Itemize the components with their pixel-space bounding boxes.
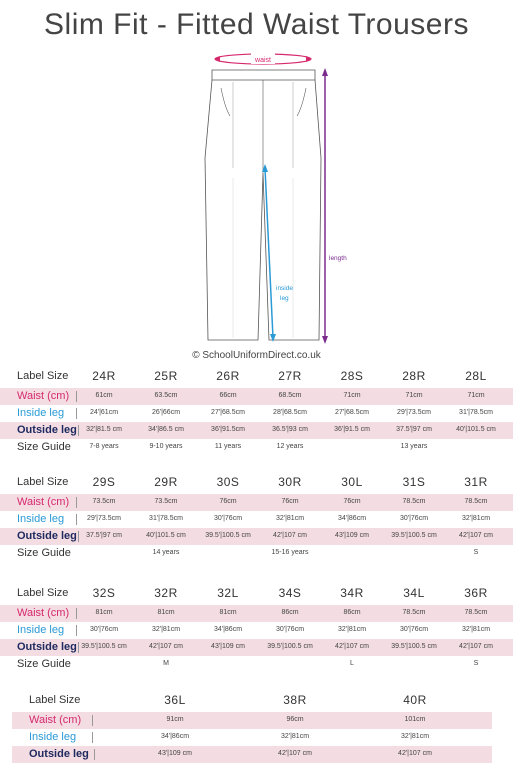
row-label: Label Size: [17, 370, 69, 382]
measurement-cell: 27'|68.5cm: [335, 409, 369, 416]
measurement-cell: 39.5'|100.5 cm: [267, 643, 313, 650]
row-label: Outside leg: [29, 748, 89, 760]
row-label: Outside leg: [17, 530, 77, 542]
size-label-cell: 30S: [216, 475, 240, 489]
size-guide-cell: 9-10 years: [149, 443, 183, 450]
row-waist: [0, 388, 513, 405]
row-label: Outside leg: [17, 641, 77, 653]
inside-leg-diagram-label: inside: [276, 285, 293, 292]
size-label-cell: 29R: [154, 475, 178, 489]
size-label-cell: 27R: [278, 369, 302, 383]
measurement-cell: 34'|86cm: [337, 515, 367, 522]
measurement-cell: 61cm: [95, 392, 113, 399]
measurement-cell: 43'|109 cm: [158, 750, 192, 757]
measurement-cell: 39.5'|100.5 cm: [391, 643, 437, 650]
size-guide-cell: 13 years: [400, 443, 428, 450]
measurement-cell: 43'|109 cm: [335, 532, 369, 539]
size-label-cell: 31S: [402, 475, 426, 489]
row-separator: [92, 732, 93, 743]
size-label-cell: 40R: [403, 693, 427, 707]
measurement-cell: 40'|101.5 cm: [456, 426, 496, 433]
size-label-cell: 29S: [92, 475, 116, 489]
row-separator: [94, 749, 95, 760]
size-label-cell: 32L: [217, 586, 239, 600]
size-label-cell: 34R: [340, 586, 364, 600]
size-label-cell: 30R: [278, 475, 302, 489]
row-waist: [0, 605, 513, 622]
measurement-cell: 81cm: [95, 609, 113, 616]
measurement-cell: 78.5cm: [464, 498, 488, 505]
size-guide-cell: 11 years: [214, 443, 242, 450]
row-inside-leg: [12, 729, 492, 746]
measurement-cell: 37.5'|97 cm: [396, 426, 432, 433]
size-guide-cell: 14 years: [152, 549, 180, 556]
measurement-cell: 39.5'|100.5 cm: [205, 532, 251, 539]
size-label-cell: 34L: [403, 586, 425, 600]
size-label-cell: 32S: [92, 586, 116, 600]
row-waist: [0, 494, 513, 511]
measurement-cell: 39.5'|100.5 cm: [391, 532, 437, 539]
size-guide-cell: 12 years: [276, 443, 304, 450]
waist-label: waist: [255, 57, 271, 64]
size-guide-cell: M: [163, 660, 169, 667]
measurement-cell: 76cm: [219, 498, 237, 505]
measurement-cell: 32'|81cm: [280, 733, 310, 740]
row-outside-leg: [0, 528, 513, 545]
row-sizes: [0, 474, 513, 494]
size-label-cell: 28R: [402, 369, 426, 383]
measurement-cell: 78.5cm: [402, 609, 426, 616]
row-label: Waist (cm): [17, 496, 70, 508]
size-label-cell: 30L: [341, 475, 363, 489]
measurement-cell: 32'|81cm: [337, 626, 367, 633]
page-title: Slim Fit - Fitted Waist Trousers: [44, 8, 469, 41]
size-label-cell: 31R: [464, 475, 488, 489]
measurement-cell: 81cm: [219, 609, 237, 616]
row-label: Label Size: [17, 587, 69, 599]
measurement-cell: 30'|76cm: [275, 626, 305, 633]
size-table-4: [0, 692, 513, 763]
size-table-2: [0, 474, 513, 562]
size-guide-cell: 15-16 years: [271, 549, 309, 556]
measurement-cell: 30'|76cm: [399, 515, 429, 522]
measurement-cell: 32'|81.5 cm: [86, 426, 122, 433]
measurement-cell: 66cm: [219, 392, 237, 399]
measurement-cell: 29'|73.5cm: [397, 409, 431, 416]
row-inside-leg: [0, 405, 513, 422]
row-size-guide: [0, 656, 513, 673]
row-label: Inside leg: [17, 624, 65, 636]
row-outside-leg: [12, 746, 492, 763]
measurement-cell: 42'|107 cm: [278, 750, 312, 757]
size-label-cell: 25R: [154, 369, 178, 383]
measurement-cell: 32'|81cm: [461, 626, 491, 633]
row-sizes: [12, 692, 492, 712]
size-table-1: [0, 368, 513, 456]
measurement-cell: 42'|107 cm: [149, 643, 183, 650]
measurement-cell: 27'|68.5cm: [211, 409, 245, 416]
measurement-cell: 30'|76cm: [89, 626, 119, 633]
measurement-cell: 32'|81cm: [151, 626, 181, 633]
size-guide-cell: L: [350, 660, 354, 667]
length-label: length: [329, 255, 347, 262]
measurement-cell: 71cm: [405, 392, 423, 399]
row-label: Label Size: [29, 694, 81, 706]
size-guide-cell: S: [473, 549, 479, 556]
measurement-cell: 34'|86cm: [160, 733, 190, 740]
measurement-cell: 91cm: [166, 716, 184, 723]
row-label: Outside leg: [17, 424, 77, 436]
measurement-cell: 34'|86.5 cm: [148, 426, 184, 433]
measurement-cell: 76cm: [281, 498, 299, 505]
measurement-cell: 73.5cm: [92, 498, 116, 505]
measurement-cell: 71cm: [343, 392, 361, 399]
row-label: Size Guide: [17, 441, 71, 453]
measurement-cell: 42'|107 cm: [335, 643, 369, 650]
measurement-cell: 101cm: [404, 716, 426, 723]
size-label-cell: 36R: [464, 586, 488, 600]
measurement-cell: 86cm: [281, 609, 299, 616]
row-label: Inside leg: [17, 407, 65, 419]
row-outside-leg: [0, 422, 513, 439]
row-sizes: [0, 585, 513, 605]
measurement-cell: 29'|73.5cm: [87, 515, 121, 522]
measurement-cell: 36'|91.5cm: [211, 426, 245, 433]
inside-leg-diagram-label-2: leg: [280, 295, 289, 302]
measurement-cell: 81cm: [157, 609, 175, 616]
row-separator: [92, 715, 93, 726]
trouser-diagram: [185, 48, 365, 348]
measurement-cell: 42'|107 cm: [398, 750, 432, 757]
measurement-cell: 26'|66cm: [151, 409, 181, 416]
measurement-cell: 37.5'|97 cm: [86, 532, 122, 539]
measurement-cell: 42'|107 cm: [273, 532, 307, 539]
size-label-cell: 36L: [164, 693, 186, 707]
measurement-cell: 42'|107 cm: [459, 643, 493, 650]
row-label: Waist (cm): [17, 607, 70, 619]
measurement-cell: 32'|81cm: [275, 515, 305, 522]
row-outside-leg: [0, 639, 513, 656]
row-inside-leg: [0, 622, 513, 639]
measurement-cell: 73.5cm: [154, 498, 178, 505]
size-guide-cell: S: [473, 660, 479, 667]
measurement-cell: 39.5'|100.5 cm: [81, 643, 127, 650]
row-label: Inside leg: [29, 731, 77, 743]
row-inside-leg: [0, 511, 513, 528]
measurement-cell: 30'|76cm: [213, 515, 243, 522]
row-waist: [12, 712, 492, 729]
measurement-cell: 28'|68.5cm: [273, 409, 307, 416]
copyright-text: © SchoolUniformDirect.co.uk: [192, 350, 321, 361]
row-label: Size Guide: [17, 658, 71, 670]
measurement-cell: 76cm: [343, 498, 361, 505]
size-label-cell: 32R: [154, 586, 178, 600]
size-label-cell: 28L: [465, 369, 487, 383]
measurement-cell: 63.5cm: [154, 392, 178, 399]
row-label: Label Size: [17, 476, 69, 488]
measurement-cell: 24'|61cm: [89, 409, 119, 416]
measurement-cell: 36.5'|93 cm: [272, 426, 308, 433]
measurement-cell: 68.5cm: [278, 392, 302, 399]
row-label: Inside leg: [17, 513, 65, 525]
size-label-cell: 28S: [340, 369, 364, 383]
measurement-cell: 78.5cm: [464, 609, 488, 616]
size-guide-cell: 7-8 years: [89, 443, 119, 450]
size-label-cell: 26R: [216, 369, 240, 383]
measurement-cell: 42'|107 cm: [459, 532, 493, 539]
size-label-cell: 24R: [92, 369, 116, 383]
size-label-cell: 38R: [283, 693, 307, 707]
measurement-cell: 43'|109 cm: [211, 643, 245, 650]
row-sizes: [0, 368, 513, 388]
measurement-cell: 36'|91.5 cm: [334, 426, 370, 433]
measurement-cell: 31'|78.5cm: [459, 409, 493, 416]
measurement-cell: 34'|86cm: [213, 626, 243, 633]
measurement-cell: 78.5cm: [402, 498, 426, 505]
row-label: Size Guide: [17, 547, 71, 559]
size-label-cell: 34S: [278, 586, 302, 600]
row-size-guide: [0, 439, 513, 456]
row-label: Waist (cm): [17, 390, 70, 402]
measurement-cell: 71cm: [467, 392, 485, 399]
size-table-3: [0, 585, 513, 673]
measurement-cell: 32'|81cm: [461, 515, 491, 522]
measurement-cell: 31'|78.5cm: [149, 515, 183, 522]
row-size-guide: [0, 545, 513, 562]
measurement-cell: 30'|76cm: [399, 626, 429, 633]
row-label: Waist (cm): [29, 714, 82, 726]
measurement-cell: 86cm: [343, 609, 361, 616]
measurement-cell: 96cm: [286, 716, 304, 723]
measurement-cell: 32'|81cm: [400, 733, 430, 740]
measurement-cell: 40'|101.5 cm: [146, 532, 186, 539]
